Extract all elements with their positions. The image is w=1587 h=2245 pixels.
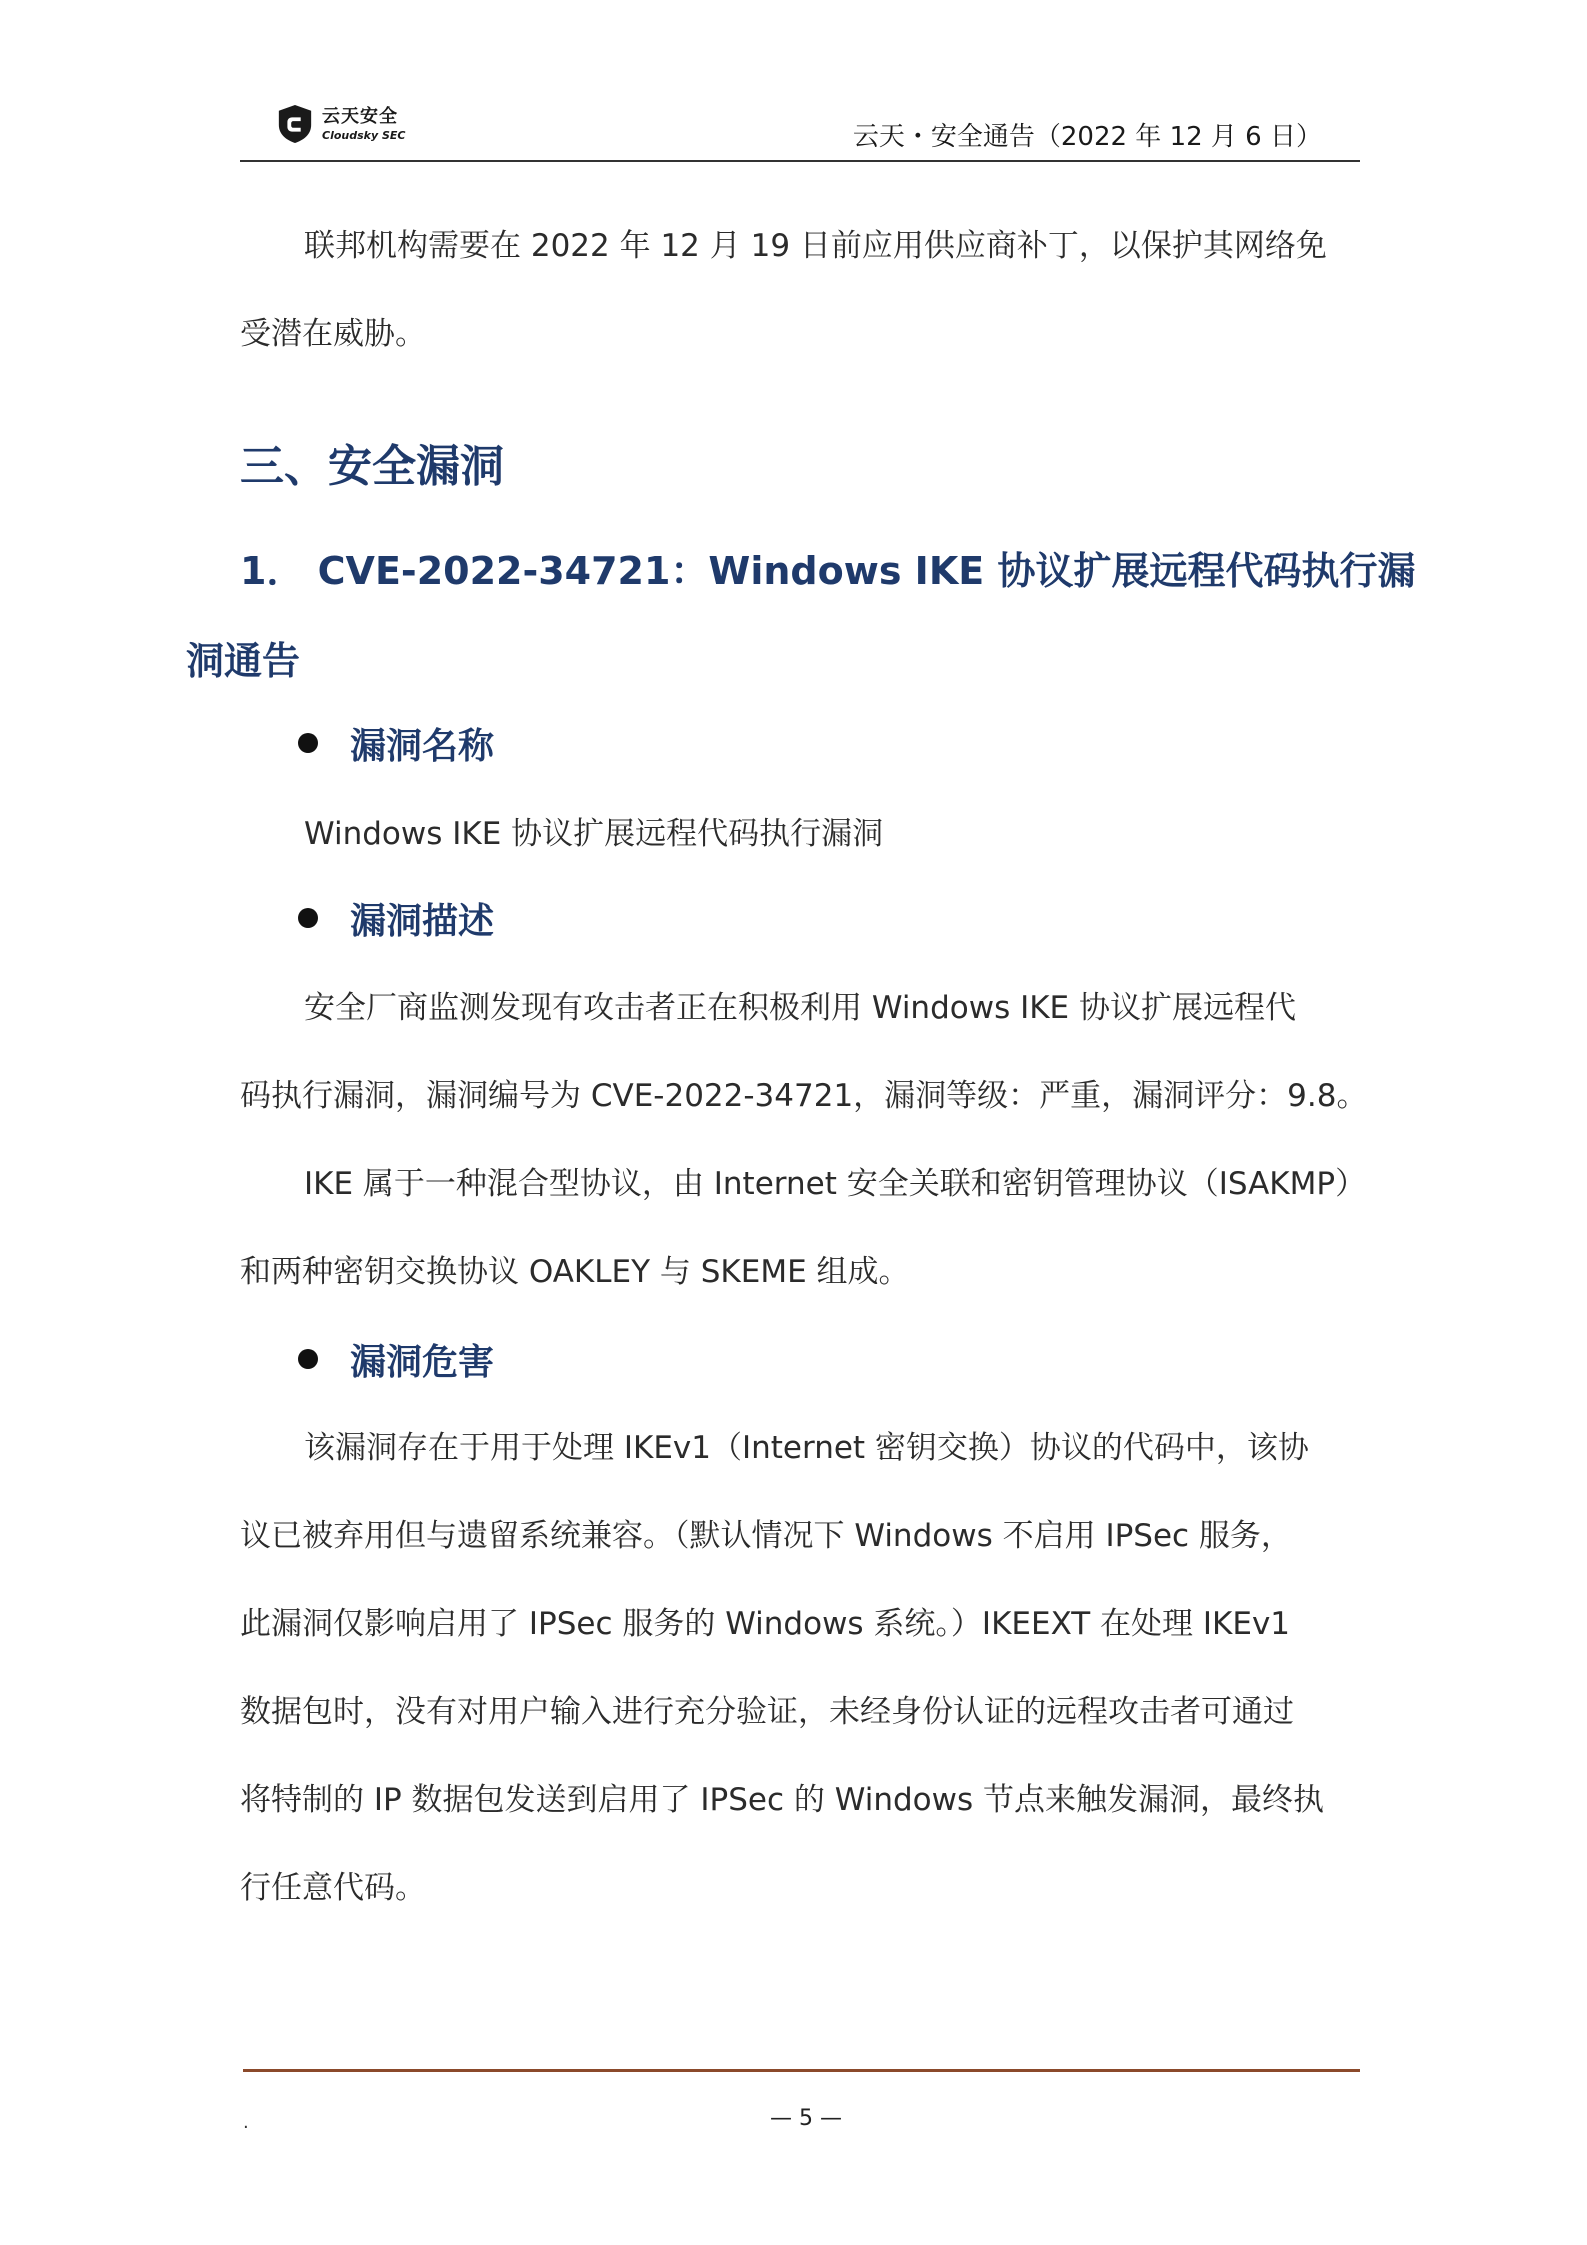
brand-logo [276,98,405,150]
vuln-desc-p1-line-2: 码执行漏洞，漏洞编号为 CVE-2022-34721，漏洞等级：严重，漏洞评分：9.8。 [240,1078,1368,1114]
item-heading-line-1: 1． CVE-2022-34721：Windows IKE 协议扩展远程代码执行漏 [240,549,1416,593]
vuln-name-label: 漏洞名称 [350,726,495,767]
vuln-harm-line-5: 将特制的 IP 数据包发送到启用了 IPSec 的 Windows 节点来触发漏洞，最终执 [240,1782,1324,1818]
bullet-icon [298,908,318,928]
footer-dot: . [243,2112,249,2133]
vuln-harm-line-3: 此漏洞仅影响启用了 IPSec 服务的 Windows 系统。）IKEEXT 在处理 IKEv1 [240,1606,1291,1642]
vuln-name-text: Windows IKE 协议扩展远程代码执行漏洞 [304,816,884,852]
vuln-harm-line-2: 议已被弃用但与遗留系统兼容。（默认情况下 Windows 不启用 IPSec 服务， [240,1518,1292,1554]
item-heading-line-2: 洞通告 [186,639,301,683]
shield-logo-icon [276,104,314,144]
logo-english-name: Cloudsky SEC [322,128,406,142]
intro-line-2: 受潜在威胁。 [240,316,426,352]
page-header [240,90,1360,160]
vuln-harm-line-6: 行任意代码。 [240,1870,426,1906]
vuln-desc-p2-line-2: 和两种密钥交换协议 OAKLEY 与 SKEME 组成。 [240,1254,910,1290]
logo-chinese-name: 云天安全 [322,105,398,127]
header-title: 云天・安全通告（2022 年 12 月 6 日） [852,122,1322,152]
vuln-desc-label: 漏洞描述 [350,901,495,942]
vuln-harm-label: 漏洞危害 [350,1342,495,1383]
footer-divider [243,2069,1360,2072]
section-heading: 三、安全漏洞 [240,441,504,492]
vuln-desc-p1-line-1: 安全厂商监测发现有攻击者正在积极利用 Windows IKE 协议扩展远程代 [304,990,1296,1026]
vuln-harm-line-1: 该漏洞存在于用于处理 IKEv1（Internet 密钥交换）协议的代码中，该协 [304,1430,1309,1466]
bullet-icon [298,733,318,753]
header-divider [240,160,1360,162]
vuln-harm-line-4: 数据包时，没有对用户输入进行充分验证，未经身份认证的远程攻击者可通过 [240,1694,1294,1730]
bullet-icon [298,1349,318,1369]
page-number: — 5 — [770,2106,842,2131]
vuln-desc-p2-line-1: IKE 属于一种混合型协议，由 Internet 安全关联和密钥管理协议（ISAKMP） [304,1166,1367,1202]
intro-line-1: 联邦机构需要在 2022 年 12 月 19 日前应用供应商补丁，以保护其网络免 [304,228,1327,264]
